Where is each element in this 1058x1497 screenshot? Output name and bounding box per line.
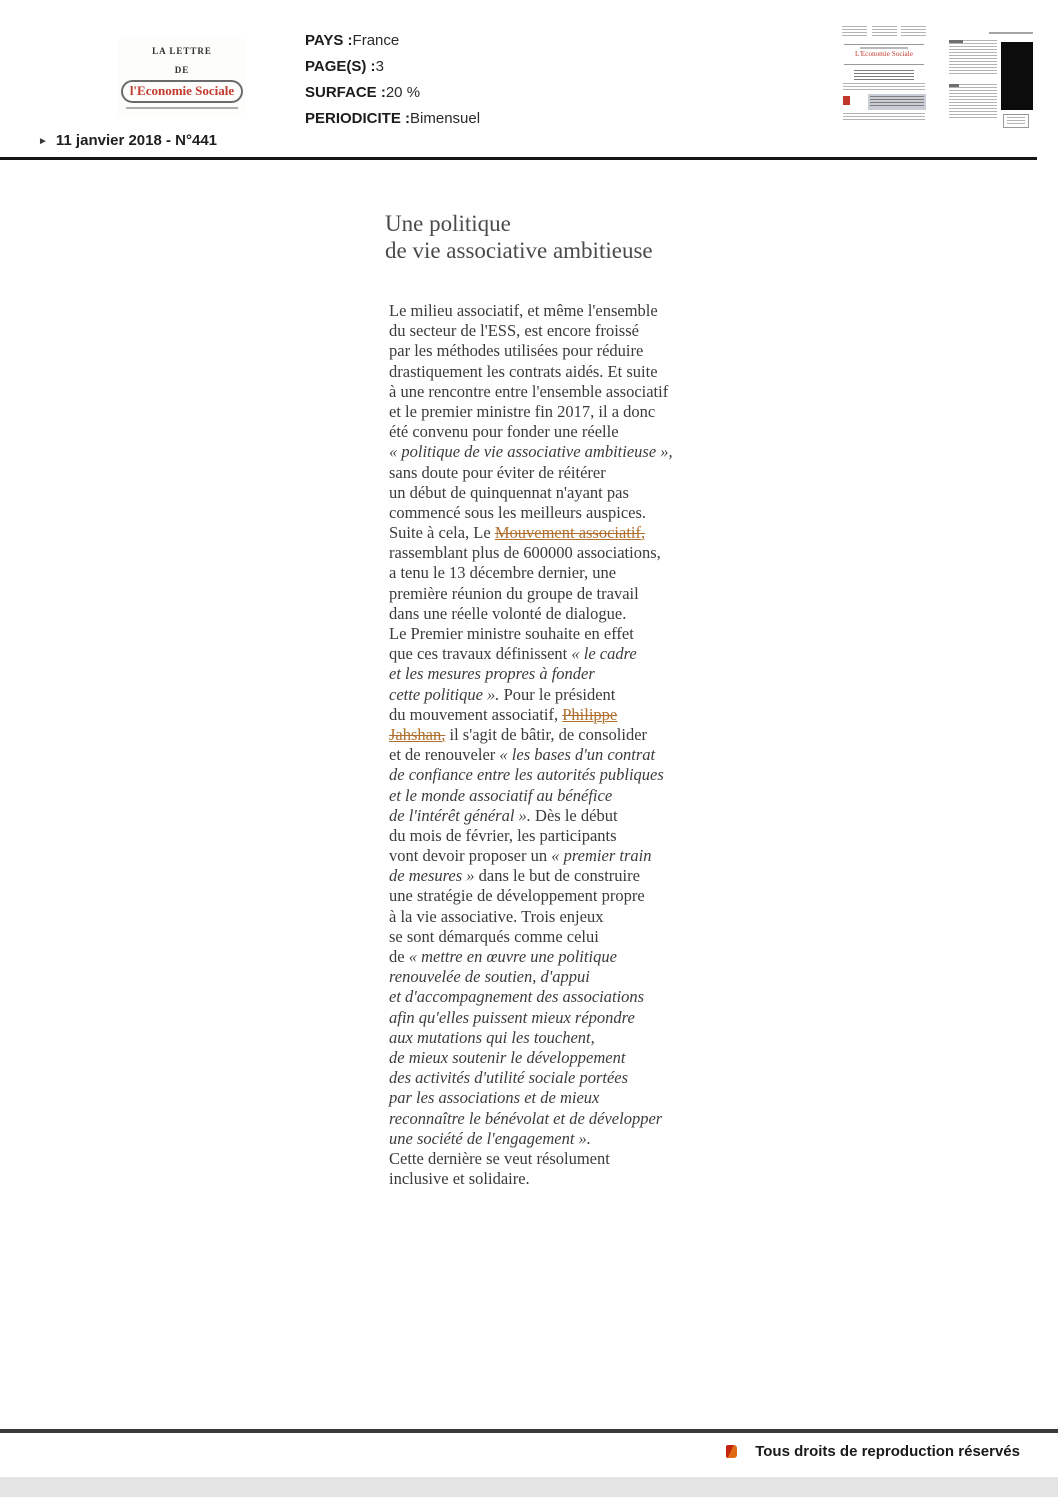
article-line <box>389 947 673 967</box>
article-line <box>389 806 673 826</box>
meta-periodicite-label: PERIODICITE : <box>305 110 411 127</box>
body-text: et de renouveler <box>389 745 500 765</box>
header-divider <box>0 157 1037 160</box>
quoted-text: « mettre en œuvre une politique <box>408 947 617 966</box>
logo-line2: DE <box>174 65 190 75</box>
body-text: été convenu pour fonder une réelle <box>389 422 619 442</box>
quoted-text: des activités d'utilité sociale portées <box>389 1068 629 1088</box>
article-line <box>389 1169 673 1189</box>
article-line <box>389 987 673 1007</box>
meta-periodicite-value: Bimensuel <box>410 110 481 127</box>
rights-text: Tous droits de reproduction réservés <box>755 1443 1020 1460</box>
article-line <box>389 584 673 604</box>
body-text: inclusive et solidaire. <box>389 1169 530 1189</box>
article-line <box>389 927 673 947</box>
article-body <box>389 301 673 1189</box>
article-line <box>389 644 673 664</box>
logo-masthead: l'Economie Sociale <box>121 80 243 103</box>
body-text: il s'agit de bâtir, de consolider <box>445 724 648 744</box>
article-line <box>389 483 673 503</box>
article-line <box>389 1129 673 1149</box>
entity-link[interactable]: Jahshan, <box>389 724 446 744</box>
article-line <box>389 846 673 866</box>
meta-surface-value: 20 % <box>385 84 421 101</box>
body-text: Le milieu associatif, et même l'ensemble <box>389 301 658 320</box>
article-line <box>389 745 673 765</box>
quoted-text: reconnaître le bénévolat et de développer <box>389 1108 663 1128</box>
quoted-text: « les bases d'un contrat <box>499 745 656 765</box>
article-line <box>389 341 673 361</box>
meta-pages <box>305 54 480 80</box>
article-line <box>389 1068 673 1088</box>
body-text: sans doute pour éviter de réitérer <box>389 462 606 482</box>
body-text: dans le but de construire <box>474 866 640 886</box>
quoted-text: et les mesures propres à fonder <box>389 664 595 684</box>
quoted-text: aux mutations qui les touchent, <box>389 1027 595 1047</box>
thumbnail-page-2 <box>945 26 1037 134</box>
article-line <box>389 1008 673 1028</box>
meta-periodicite <box>305 106 480 132</box>
quoted-text: par les associations et de mieux <box>389 1088 600 1108</box>
quoted-text: afin qu'elles puissent mieux répondre <box>389 1007 635 1027</box>
quoted-text: renouvelée de soutien, d'appui <box>389 967 590 987</box>
quoted-text: cette politique ». <box>389 684 500 704</box>
article-line <box>389 382 673 402</box>
logo-tagline-line <box>126 107 238 109</box>
body-text: à une rencontre entre l'ensemble associatif <box>389 381 669 401</box>
body-text: Dès le début <box>530 805 618 825</box>
thumbnail1-shaded-box <box>868 94 926 110</box>
article-line <box>389 907 673 927</box>
article-title <box>385 210 653 264</box>
article-line <box>389 624 673 644</box>
meta-pays-value: France <box>352 32 400 49</box>
meta-pays-label: PAYS : <box>305 32 353 49</box>
article-line <box>389 442 673 462</box>
article-line <box>389 705 673 725</box>
body-text: un début de quinquennat n'ayant pas <box>389 482 629 502</box>
body-text: de <box>389 947 409 966</box>
article-line <box>389 1149 673 1169</box>
article-line <box>389 866 673 886</box>
meta-surface <box>305 80 480 106</box>
thumbnail1-dropcap <box>843 96 850 105</box>
thumbnail1-headline <box>854 70 914 80</box>
body-text: se sont démarqués comme celui <box>389 926 599 946</box>
article-line <box>389 301 673 321</box>
quoted-text: de l'intérêt général ». <box>389 805 531 825</box>
body-text: dans une réelle volonté de dialogue. <box>389 603 627 623</box>
body-text: du mouvement associatif, <box>389 704 563 724</box>
rights-cube-icon <box>726 1445 737 1458</box>
body-text: Le Premier ministre souhaite en effet <box>389 624 634 643</box>
thumbnail1-top-columns <box>842 26 926 38</box>
article-line <box>389 664 673 684</box>
quoted-text: de mesures » <box>389 866 475 886</box>
body-text: rassemblant plus de 600000 associations, <box>389 543 661 563</box>
article-line <box>389 826 673 846</box>
quoted-text: une société de l'engagement ». <box>389 1128 591 1148</box>
body-text: une stratégie de développement propre <box>389 886 645 906</box>
article-line <box>389 362 673 382</box>
quoted-text: « politique de vie associative ambitieuse », <box>389 442 673 462</box>
article-title-line2: de vie associative ambitieuse <box>385 238 653 263</box>
logo-line1: LA LETTRE <box>152 46 212 56</box>
entity-link[interactable]: Mouvement associatif, <box>494 523 646 543</box>
article-line <box>389 463 673 483</box>
body-text: à la vie associative. Trois enjeux <box>389 906 604 926</box>
quoted-text: et le monde associatif au bénéfice <box>389 785 613 805</box>
meta-pays <box>305 28 480 54</box>
clipping-metadata <box>305 28 480 132</box>
body-text: Pour le président <box>499 684 616 704</box>
article-line <box>389 1048 673 1068</box>
body-text: vont devoir proposer un <box>389 846 552 866</box>
body-text: que ces travaux définissent <box>389 644 572 664</box>
article-line <box>389 321 673 341</box>
quoted-text: de confiance entre les autorités publiques <box>389 765 664 785</box>
article-line <box>389 604 673 624</box>
article-line <box>389 1088 673 1108</box>
body-text: du secteur de l'ESS, est encore froissé <box>389 321 639 341</box>
article-line <box>389 1028 673 1048</box>
meta-pages-label: PAGE(S) : <box>305 58 376 75</box>
quoted-text: de mieux soutenir le développement <box>389 1047 626 1067</box>
body-text: du mois de février, les participants <box>389 825 617 845</box>
article-line <box>389 402 673 422</box>
issue-date-line <box>38 132 217 149</box>
article-line <box>389 685 673 705</box>
article-line <box>389 725 673 745</box>
thumbnail1-masthead: L'Economie Sociale <box>855 50 913 58</box>
body-text: par les méthodes utilisées pour réduire <box>389 341 644 361</box>
article-line <box>389 523 673 543</box>
article-line <box>389 1109 673 1129</box>
article-line <box>389 563 673 583</box>
article-title-line1: Une politique <box>385 211 511 236</box>
meta-pages-value: 3 <box>375 58 384 75</box>
body-text: a tenu le 13 décembre dernier, une <box>389 563 617 583</box>
entity-link[interactable]: Philippe <box>562 704 618 724</box>
quoted-text: « le cadre <box>571 644 637 664</box>
article-line <box>389 786 673 806</box>
bottom-gray-bar <box>0 1477 1058 1497</box>
body-text: et le premier ministre fin 2017, il a donc <box>389 401 656 421</box>
body-text: commencé sous les meilleurs auspices. <box>389 502 647 522</box>
quoted-text: et d'accompagnement des associations <box>389 987 645 1007</box>
article-line <box>389 886 673 906</box>
article-line <box>389 422 673 442</box>
publication-logo <box>118 38 246 118</box>
footer-divider <box>0 1429 1058 1433</box>
article-line <box>389 765 673 785</box>
body-text: Suite à cela, Le <box>389 523 495 543</box>
body-text: première réunion du groupe de travail <box>389 583 639 603</box>
meta-surface-label: SURFACE : <box>305 84 386 101</box>
issue-date-text: 11 janvier 2018 - N°441 <box>55 132 218 149</box>
rights-line <box>0 1443 1020 1460</box>
thumbnail-page-1 <box>838 20 930 123</box>
body-text: Cette dernière se veut résolument <box>389 1148 610 1168</box>
quoted-text: « premier train <box>551 846 652 866</box>
article-line <box>389 543 673 563</box>
body-text: drastiquement les contrats aidés. Et suite <box>389 361 658 381</box>
thumbnail2-redacted-block <box>1001 42 1033 110</box>
thumbnail2-caption-box <box>1003 114 1029 128</box>
article-line <box>389 503 673 523</box>
article-line <box>389 967 673 987</box>
arrow-icon: ► <box>38 136 48 147</box>
